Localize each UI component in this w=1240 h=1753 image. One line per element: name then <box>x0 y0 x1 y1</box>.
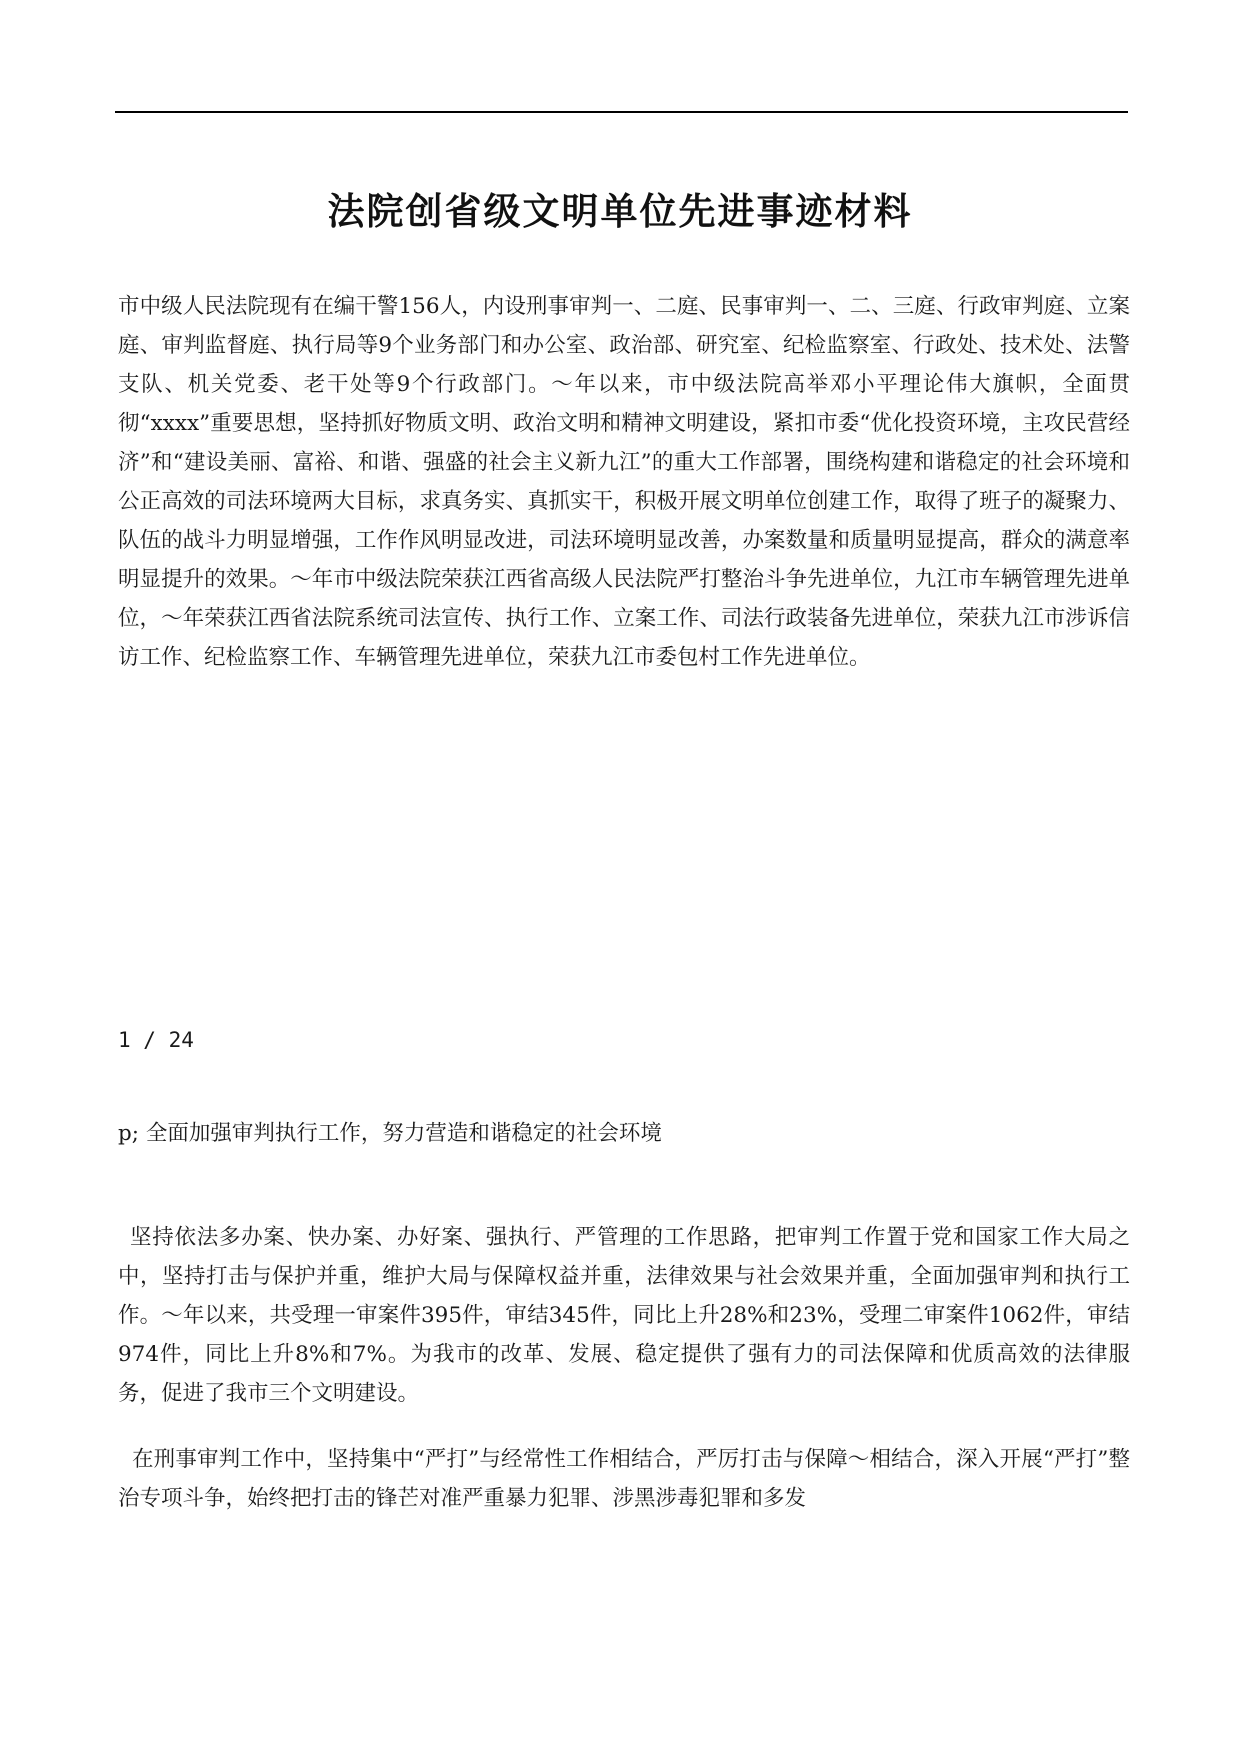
body-paragraph-1: 市中级人民法院现有在编干警156人，内设刑事审判一、二庭、民事审判一、二、三庭、行政审判庭、立案庭、审判监督庭、执行局等9个业务部门和办公室、政治部、研究室、纪检监察室、行政处、技术处、法警支队、机关党委、老干处等9个行政部门。～年以来，市中级法院高举邓小平理论伟大旗帜，全面贯彻“xxxx”重要思想，坚持抓好物质文明、政治文明和精神文明建设，紧扣市委“优化投资环境，主攻民营经济”和“建设美丽、富裕、和谐、强盛的社会主义新九江”的重大工作部署，围绕构建和谐稳定的社会环境和公正高效的司法环境两大目标，求真务实、真抓实干，积极开展文明单位创建工作，取得了班子的凝聚力、队伍的战斗力明显增强，工作作风明显改进，司法环境明显改善，办案数量和质量明显提高，群众的满意率明显提升的效果。～年市中级法院荣获江西省高级人民法院严打整治斗争先进单位，九江市车辆管理先进单位，～年荣获江西省法院系统司法宣传、执行工作、立案工作、司法行政装备先进单位，荣获九江市涉诉信访工作、纪检监察工作、车辆管理先进单位，荣获九江市委包村工作先进单位。 <box>118 294 1130 670</box>
page-number: 1 / 24 <box>118 1028 194 1052</box>
body-paragraph-2: 坚持依法多办案、快办案、办好案、强执行、严管理的工作思路，把审判工作置于党和国家工作大局之中，坚持打击与保护并重，维护大局与保障权益并重，法律效果与社会效果并重，全面加强审判和执行工作。～年以来，共受理一审案件395件，审结345件，同比上升28%和23%，受理二审案件1062件，审结974件，同比上升8%和7%。为我市的改革、发展、稳定提供了强有力的司法保障和优质高效的法律服务，促进了我市三个文明建设。 <box>118 1225 1130 1406</box>
body-paragraph-3: 在刑事审判工作中，坚持集中“严打”与经常性工作相结合，严厉打击与保障～相结合，深入开展“严打”整治专项斗争，始终把打击的锋芒对准严重暴力犯罪、涉黑涉毒犯罪和多发 <box>118 1447 1130 1511</box>
section-heading: p; 全面加强审判执行工作，努力营造和谐稳定的社会环境 <box>118 1121 662 1146</box>
header-rule <box>115 111 1128 113</box>
document-title: 法院创省级文明单位先进事迹材料 <box>327 188 913 233</box>
